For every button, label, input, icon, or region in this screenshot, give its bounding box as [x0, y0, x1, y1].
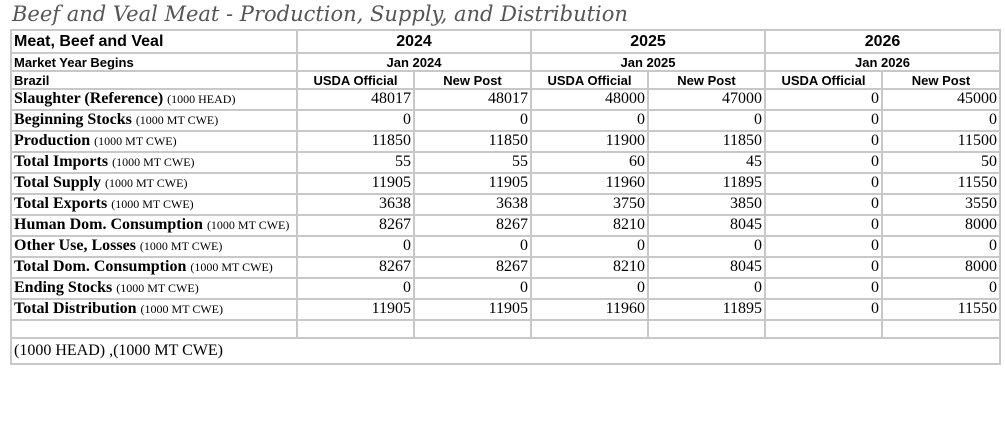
value-cell: 0	[765, 278, 882, 299]
commodity-label: Meat, Beef and Veal	[11, 30, 297, 53]
value-cell: 8267	[414, 257, 531, 278]
year-header-2025: 2025	[531, 30, 765, 53]
units-footnote: (1000 HEAD) ,(1000 MT CWE)	[11, 338, 1000, 364]
value-cell: 50	[882, 152, 1000, 173]
value-cell: 8210	[531, 257, 648, 278]
spacer-cell	[648, 320, 765, 338]
row-label	[11, 194, 297, 215]
value-cell: 3638	[414, 194, 531, 215]
value-cell: 0	[297, 110, 414, 131]
row-label-text: Slaughter (Reference)	[14, 90, 164, 107]
value-cell: 47000	[648, 89, 765, 110]
value-cell: 0	[414, 110, 531, 131]
row-label	[11, 236, 297, 257]
row-label	[11, 89, 297, 110]
header-row-begins	[11, 53, 1000, 71]
row-unit: (1000 MT CWE)	[140, 302, 223, 316]
value-cell: 0	[531, 236, 648, 257]
row-label-text: Human Dom. Consumption	[14, 216, 203, 233]
value-cell: 8000	[882, 215, 1000, 236]
table-row	[11, 236, 1000, 257]
header-row-columns	[11, 71, 1000, 89]
value-cell: 3750	[531, 194, 648, 215]
value-cell: 11550	[882, 173, 1000, 194]
value-cell: 8210	[531, 215, 648, 236]
value-cell: 0	[531, 278, 648, 299]
value-cell: 11500	[882, 131, 1000, 152]
value-cell: 3638	[297, 194, 414, 215]
table-row	[11, 131, 1000, 152]
country-label: Brazil	[11, 71, 297, 89]
value-cell: 8267	[297, 257, 414, 278]
value-cell: 11895	[648, 173, 765, 194]
value-cell: 0	[882, 236, 1000, 257]
footer-row	[11, 338, 1000, 364]
table-row	[11, 257, 1000, 278]
value-cell: 0	[765, 152, 882, 173]
row-label	[11, 173, 297, 194]
value-cell: 0	[648, 278, 765, 299]
value-cell: 11850	[297, 131, 414, 152]
col-post-2025: New Post	[648, 71, 765, 89]
spacer-cell	[531, 320, 648, 338]
row-unit: (1000 MT CWE)	[190, 260, 273, 274]
value-cell: 11850	[414, 131, 531, 152]
value-cell: 0	[648, 110, 765, 131]
col-post-2026: New Post	[882, 71, 1000, 89]
value-cell: 0	[765, 194, 882, 215]
value-cell: 8267	[297, 215, 414, 236]
row-label	[11, 110, 297, 131]
value-cell: 11905	[297, 299, 414, 320]
table-row	[11, 89, 1000, 110]
market-year-label: Market Year Begins	[11, 53, 297, 71]
col-usda-2025: USDA Official	[531, 71, 648, 89]
row-label	[11, 278, 297, 299]
row-unit: (1000 MT CWE)	[105, 176, 188, 190]
row-label	[11, 131, 297, 152]
value-cell: 60	[531, 152, 648, 173]
row-label-text: Total Imports	[14, 153, 109, 170]
value-cell: 0	[765, 131, 882, 152]
header-row-years	[11, 30, 1000, 53]
value-cell: 0	[765, 89, 882, 110]
value-cell: 11900	[531, 131, 648, 152]
row-label	[11, 299, 297, 320]
begins-2025: Jan 2025	[531, 53, 765, 71]
value-cell: 0	[531, 110, 648, 131]
col-post-2024: New Post	[414, 71, 531, 89]
row-label-text: Other Use, Losses	[14, 237, 136, 254]
spacer-cell	[882, 320, 1000, 338]
row-label	[11, 152, 297, 173]
year-header-2026: 2026	[765, 30, 1000, 53]
row-unit: (1000 MT CWE)	[111, 197, 194, 211]
value-cell: 3850	[648, 194, 765, 215]
value-cell: 11550	[882, 299, 1000, 320]
value-cell: 0	[882, 110, 1000, 131]
spacer-cell	[11, 320, 297, 338]
value-cell: 11895	[648, 299, 765, 320]
row-label-text: Total Distribution	[14, 300, 137, 317]
table-row	[11, 173, 1000, 194]
row-unit: (1000 MT CWE)	[139, 239, 223, 253]
spacer-cell	[765, 320, 882, 338]
row-label-text: Beginning Stocks	[14, 111, 132, 128]
value-cell: 8000	[882, 257, 1000, 278]
value-cell: 0	[765, 110, 882, 131]
row-label-text: Ending Stocks	[14, 279, 113, 296]
table-row	[11, 152, 1000, 173]
col-usda-2026: USDA Official	[765, 71, 882, 89]
row-unit: (1000 HEAD)	[167, 92, 236, 106]
value-cell: 0	[648, 236, 765, 257]
value-cell: 0	[765, 257, 882, 278]
value-cell: 11905	[297, 173, 414, 194]
value-cell: 55	[297, 152, 414, 173]
value-cell: 8045	[648, 215, 765, 236]
value-cell: 48017	[297, 89, 414, 110]
value-cell: 45000	[882, 89, 1000, 110]
year-header-2024: 2024	[297, 30, 531, 53]
row-unit: (1000 MT CWE)	[94, 134, 177, 148]
value-cell: 11850	[648, 131, 765, 152]
spacer-row	[11, 320, 1000, 338]
value-cell: 45	[648, 152, 765, 173]
value-cell: 11905	[414, 173, 531, 194]
value-cell: 0	[414, 278, 531, 299]
table-row	[11, 278, 1000, 299]
row-label	[11, 257, 297, 278]
value-cell: 11960	[531, 173, 648, 194]
row-label-text: Total Dom. Consumption	[14, 258, 187, 275]
table-row	[11, 215, 1000, 236]
value-cell: 0	[765, 236, 882, 257]
spacer-cell	[414, 320, 531, 338]
table-row	[11, 194, 1000, 215]
value-cell: 0	[882, 278, 1000, 299]
value-cell: 48000	[531, 89, 648, 110]
row-label-text: Production	[14, 132, 91, 149]
row-unit: (1000 MT CWE)	[135, 113, 219, 127]
row-unit: (1000 MT CWE)	[112, 155, 195, 169]
value-cell: 0	[765, 299, 882, 320]
value-cell: 0	[765, 173, 882, 194]
page-title: Beef and Veal Meat - Production, Supply, and Distribution	[12, 2, 628, 26]
table-row	[11, 299, 1000, 320]
value-cell: 0	[765, 215, 882, 236]
begins-2026: Jan 2026	[765, 53, 1000, 71]
row-label-text: Total Supply	[14, 174, 102, 191]
row-unit: (1000 MT CWE)	[116, 281, 199, 295]
row-unit: (1000 MT CWE)	[206, 218, 290, 232]
value-cell: 3550	[882, 194, 1000, 215]
value-cell: 0	[297, 236, 414, 257]
begins-2024: Jan 2024	[297, 53, 531, 71]
value-cell: 11960	[531, 299, 648, 320]
value-cell: 0	[297, 278, 414, 299]
spacer-cell	[297, 320, 414, 338]
value-cell: 55	[414, 152, 531, 173]
row-label-text: Total Exports	[14, 195, 108, 212]
value-cell: 11905	[414, 299, 531, 320]
value-cell: 8045	[648, 257, 765, 278]
col-usda-2024: USDA Official	[297, 71, 414, 89]
value-cell: 48017	[414, 89, 531, 110]
psd-table	[10, 29, 1001, 365]
row-label	[11, 215, 297, 236]
value-cell: 8267	[414, 215, 531, 236]
value-cell: 0	[414, 236, 531, 257]
table-row	[11, 110, 1000, 131]
